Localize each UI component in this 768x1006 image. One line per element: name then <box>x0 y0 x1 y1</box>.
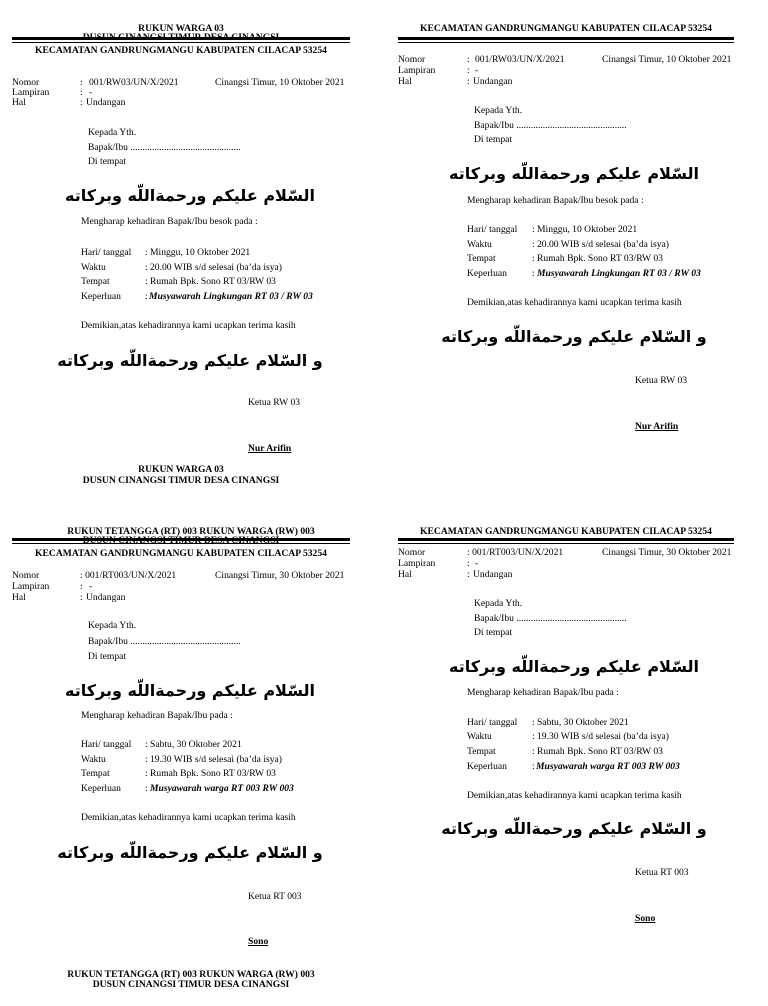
detail-colon: : <box>145 262 148 273</box>
signer-name: Nur Arifin <box>635 421 679 432</box>
hal-value: Undangan <box>86 97 126 108</box>
detail-value-time: 20.00 WIB s/d selesai (ba’da isya) <box>537 239 669 250</box>
detail-label-date: Hari/ tanggal <box>81 247 132 258</box>
detail-label-purpose: Keperluan <box>81 783 121 794</box>
recipient-line-1: Kepada Yth. <box>474 598 523 609</box>
hal-colon: : <box>467 569 470 580</box>
letter-rt-left <box>0 503 384 1006</box>
nomor-label: Nomor <box>398 547 426 558</box>
letter-rt-right <box>384 503 768 1006</box>
detail-label-date: Hari/ tanggal <box>467 224 518 235</box>
detail-value-date: Sabtu, 30 Oktober 2021 <box>150 739 242 750</box>
detail-label-place: Tempat <box>81 768 110 779</box>
letterhead-rule-thin <box>12 543 350 544</box>
detail-label-time: Waktu <box>467 731 492 742</box>
nomor-value: 001/RW03/UN/X/2021 <box>89 77 179 88</box>
lampiran-label: Lampiran <box>12 87 50 98</box>
letterhead-rule-thin <box>12 42 350 43</box>
detail-label-purpose: Keperluan <box>467 268 507 279</box>
footer-line-1: RUKUN TETANGGA (RT) 003 RUKUN WARGA (RW) 003 <box>67 969 315 980</box>
letter-rw-left <box>0 0 384 503</box>
footer-line-2: DUSUN CINANGSI TIMUR DESA CINANGSI <box>92 979 290 990</box>
detail-colon: : <box>532 268 535 279</box>
hal-value: Undangan <box>473 569 513 580</box>
lampiran-colon: : <box>80 581 83 592</box>
detail-label-time: Waktu <box>81 754 106 765</box>
hal-label: Hal <box>12 97 26 108</box>
arabic-closing-greeting: و السّلام عليكم ورحمةاللّه وبركاته <box>57 843 323 862</box>
letterhead-rule-thin <box>398 543 734 544</box>
recipient-line-3: Di tempat <box>474 134 513 145</box>
recipient-line-2: Bapak/Ibu .............................................. <box>88 142 241 153</box>
hal-label: Hal <box>398 76 412 87</box>
lampiran-colon: : <box>80 87 83 98</box>
detail-colon: : <box>145 739 148 750</box>
recipient-line-1: Kepada Yth. <box>88 620 137 631</box>
invitation-intro: Mengharap kehadiran Bapak/Ibu besok pada : <box>81 216 258 227</box>
detail-colon: : <box>532 239 535 250</box>
detail-colon: : <box>145 247 148 258</box>
arabic-greeting: السّلام عليكم ورحمةاللّه وبركاته <box>449 657 699 676</box>
arabic-greeting: السّلام عليكم ورحمةاللّه وبركاته <box>65 186 315 205</box>
signer-name: Sono <box>248 936 269 947</box>
lampiran-colon: : <box>467 65 470 76</box>
hal-value: Undangan <box>473 76 513 87</box>
hal-label: Hal <box>398 569 412 580</box>
invitation-intro: Mengharap kehadiran Bapak/Ibu besok pada : <box>467 195 644 206</box>
letterhead-line-1: RUKUN TETANGGA (RT) 003 RUKUN WARGA (RW) 003 <box>67 526 315 537</box>
letterhead-line-3: KECAMATAN GANDRUNGMANGU KABUPATEN CILACAP 53254 <box>35 45 327 56</box>
letterhead-rule-thin <box>398 42 734 43</box>
detail-colon: : <box>145 783 148 794</box>
arabic-closing-greeting: و السّلام عليكم ورحمةاللّه وبركاته <box>57 351 323 370</box>
lampiran-value: - <box>89 581 93 592</box>
detail-value-time: 20.00 WIB s/d selesai (ba’da isya) <box>150 262 282 273</box>
signer-title: Ketua RT 003 <box>248 891 302 902</box>
nomor-value: : 001/RT003/UN/X/2021 <box>80 570 177 581</box>
letter-date: Cinangsi Timur, 30 Oktober 2021 <box>602 547 732 558</box>
signer-name: Sono <box>635 913 656 924</box>
nomor-label: Nomor <box>12 570 40 581</box>
letter-rw-right <box>384 0 768 503</box>
arabic-closing-greeting: و السّلام عليكم ورحمةاللّه وبركاته <box>441 327 707 346</box>
detail-label-time: Waktu <box>467 239 492 250</box>
signer-name: Nur Arifin <box>248 443 292 454</box>
letterhead-rule <box>12 37 350 40</box>
detail-value-place: Rumah Bpk. Sono RT 03/RW 03 <box>537 746 663 757</box>
nomor-colon: : <box>467 54 470 65</box>
closing-text: Demikian,atas kehadirannya kami ucapkan terima kasih <box>467 297 682 308</box>
detail-colon: : <box>145 768 148 779</box>
detail-label-time: Waktu <box>81 262 106 273</box>
signer-title: Ketua RW 03 <box>635 375 688 386</box>
letterhead-rule <box>398 37 734 40</box>
hal-label: Hal <box>12 592 26 603</box>
detail-value-place: Rumah Bpk. Sono RT 03/RW 03 <box>537 253 663 264</box>
letterhead-line-1: KECAMATAN GANDRUNGMANGU KABUPATEN CILACAP 53254 <box>420 23 712 34</box>
hal-colon: : <box>80 592 83 603</box>
lampiran-label: Lampiran <box>398 558 436 569</box>
detail-label-purpose: Keperluan <box>81 291 121 302</box>
detail-value-purpose: Musyawarah warga RT 003 RW 003 <box>150 783 294 794</box>
recipient-line-1: Kepada Yth. <box>88 127 137 138</box>
letterhead-line-1: KECAMATAN GANDRUNGMANGU KABUPATEN CILACAP 53254 <box>420 526 712 537</box>
detail-value-date: Minggu, 10 Oktober 2021 <box>537 224 638 235</box>
lampiran-label: Lampiran <box>398 65 436 76</box>
footer-line-1: RUKUN WARGA 03 <box>138 464 224 475</box>
detail-colon: : <box>145 754 148 765</box>
lampiran-colon: : <box>467 558 470 569</box>
detail-value-purpose: Musyawarah Lingkungan RT 03 / RW 03 <box>149 291 313 302</box>
recipient-line-3: Di tempat <box>474 627 513 638</box>
letter-date: Cinangsi Timur, 10 Oktober 2021 <box>602 54 732 65</box>
detail-colon: : <box>532 717 535 728</box>
letterhead-line-3: KECAMATAN GANDRUNGMANGU KABUPATEN CILACAP 53254 <box>35 548 327 559</box>
detail-label-place: Tempat <box>467 746 496 757</box>
hal-colon: : <box>80 97 83 108</box>
recipient-line-3: Di tempat <box>88 651 127 662</box>
letter-date: Cinangsi Timur, 30 Oktober 2021 <box>215 570 345 581</box>
detail-colon: : <box>532 731 535 742</box>
detail-value-place: Rumah Bpk. Sono RT 03/RW 03 <box>150 768 276 779</box>
detail-label-place: Tempat <box>81 276 110 287</box>
detail-value-date: Minggu, 10 Oktober 2021 <box>150 247 251 258</box>
lampiran-value: - <box>89 87 93 98</box>
recipient-line-3: Di tempat <box>88 156 127 167</box>
nomor-value: : 001/RT003/UN/X/2021 <box>467 547 564 558</box>
nomor-colon: : <box>80 77 83 88</box>
detail-value-date: Sabtu, 30 Oktober 2021 <box>537 717 629 728</box>
detail-label-date: Hari/ tanggal <box>467 717 518 728</box>
lampiran-value: - <box>475 65 479 76</box>
detail-colon: : <box>145 276 148 287</box>
nomor-label: Nomor <box>12 77 40 88</box>
detail-colon: : <box>532 761 535 772</box>
recipient-line-2: Bapak/Ibu .............................................. <box>88 636 241 647</box>
hal-colon: : <box>467 76 470 87</box>
nomor-label: Nomor <box>398 54 426 65</box>
arabic-greeting: السّلام عليكم ورحمةاللّه وبركاته <box>65 681 315 700</box>
arabic-closing-greeting: و السّلام عليكم ورحمةاللّه وبركاته <box>441 819 707 838</box>
arabic-greeting: السّلام عليكم ورحمةاللّه وبركاته <box>449 164 699 183</box>
signer-title: Ketua RT 003 <box>635 867 689 878</box>
letterhead-rule <box>12 538 350 541</box>
nomor-value: 001/RW03/UN/X/2021 <box>475 54 565 65</box>
recipient-line-1: Kepada Yth. <box>474 105 523 116</box>
detail-value-time: 19.30 WIB s/d selesai (ba’da isya) <box>537 731 669 742</box>
lampiran-label: Lampiran <box>12 581 50 592</box>
detail-colon: : <box>532 253 535 264</box>
hal-value: Undangan <box>86 592 126 603</box>
detail-colon: : <box>532 224 535 235</box>
detail-label-date: Hari/ tanggal <box>81 739 132 750</box>
closing-text: Demikian,atas kehadirannya kami ucapkan terima kasih <box>81 812 296 823</box>
detail-colon: : <box>145 291 148 302</box>
detail-value-purpose: Musyawarah Lingkungan RT 03 / RW 03 <box>537 268 701 279</box>
letter-date: Cinangsi Timur, 10 Oktober 2021 <box>215 77 345 88</box>
footer-line-2: DUSUN CINANGSI TIMUR DESA CINANGSI <box>82 475 280 486</box>
recipient-line-2: Bapak/Ibu .............................................. <box>474 120 627 131</box>
closing-text: Demikian,atas kehadirannya kami ucapkan terima kasih <box>467 790 682 801</box>
detail-label-place: Tempat <box>467 253 496 264</box>
detail-colon: : <box>532 746 535 757</box>
invitation-intro: Mengharap kehadiran Bapak/Ibu pada : <box>467 687 619 698</box>
signer-title: Ketua RW 03 <box>248 397 301 408</box>
detail-value-time: 19.30 WIB s/d selesai (ba’da isya) <box>150 754 282 765</box>
lampiran-value: - <box>475 558 479 569</box>
closing-text: Demikian,atas kehadirannya kami ucapkan terima kasih <box>81 320 296 331</box>
letterhead-line-1: RUKUN WARGA 03 <box>138 23 224 34</box>
detail-label-purpose: Keperluan <box>467 761 507 772</box>
detail-value-purpose: Musyawarah warga RT 003 RW 003 <box>536 761 680 772</box>
letterhead-rule <box>398 538 734 541</box>
invitation-intro: Mengharap kehadiran Bapak/Ibu pada : <box>81 710 233 721</box>
recipient-line-2: Bapak/Ibu .............................................. <box>474 613 627 624</box>
detail-value-place: Rumah Bpk. Sono RT 03/RW 03 <box>150 276 276 287</box>
